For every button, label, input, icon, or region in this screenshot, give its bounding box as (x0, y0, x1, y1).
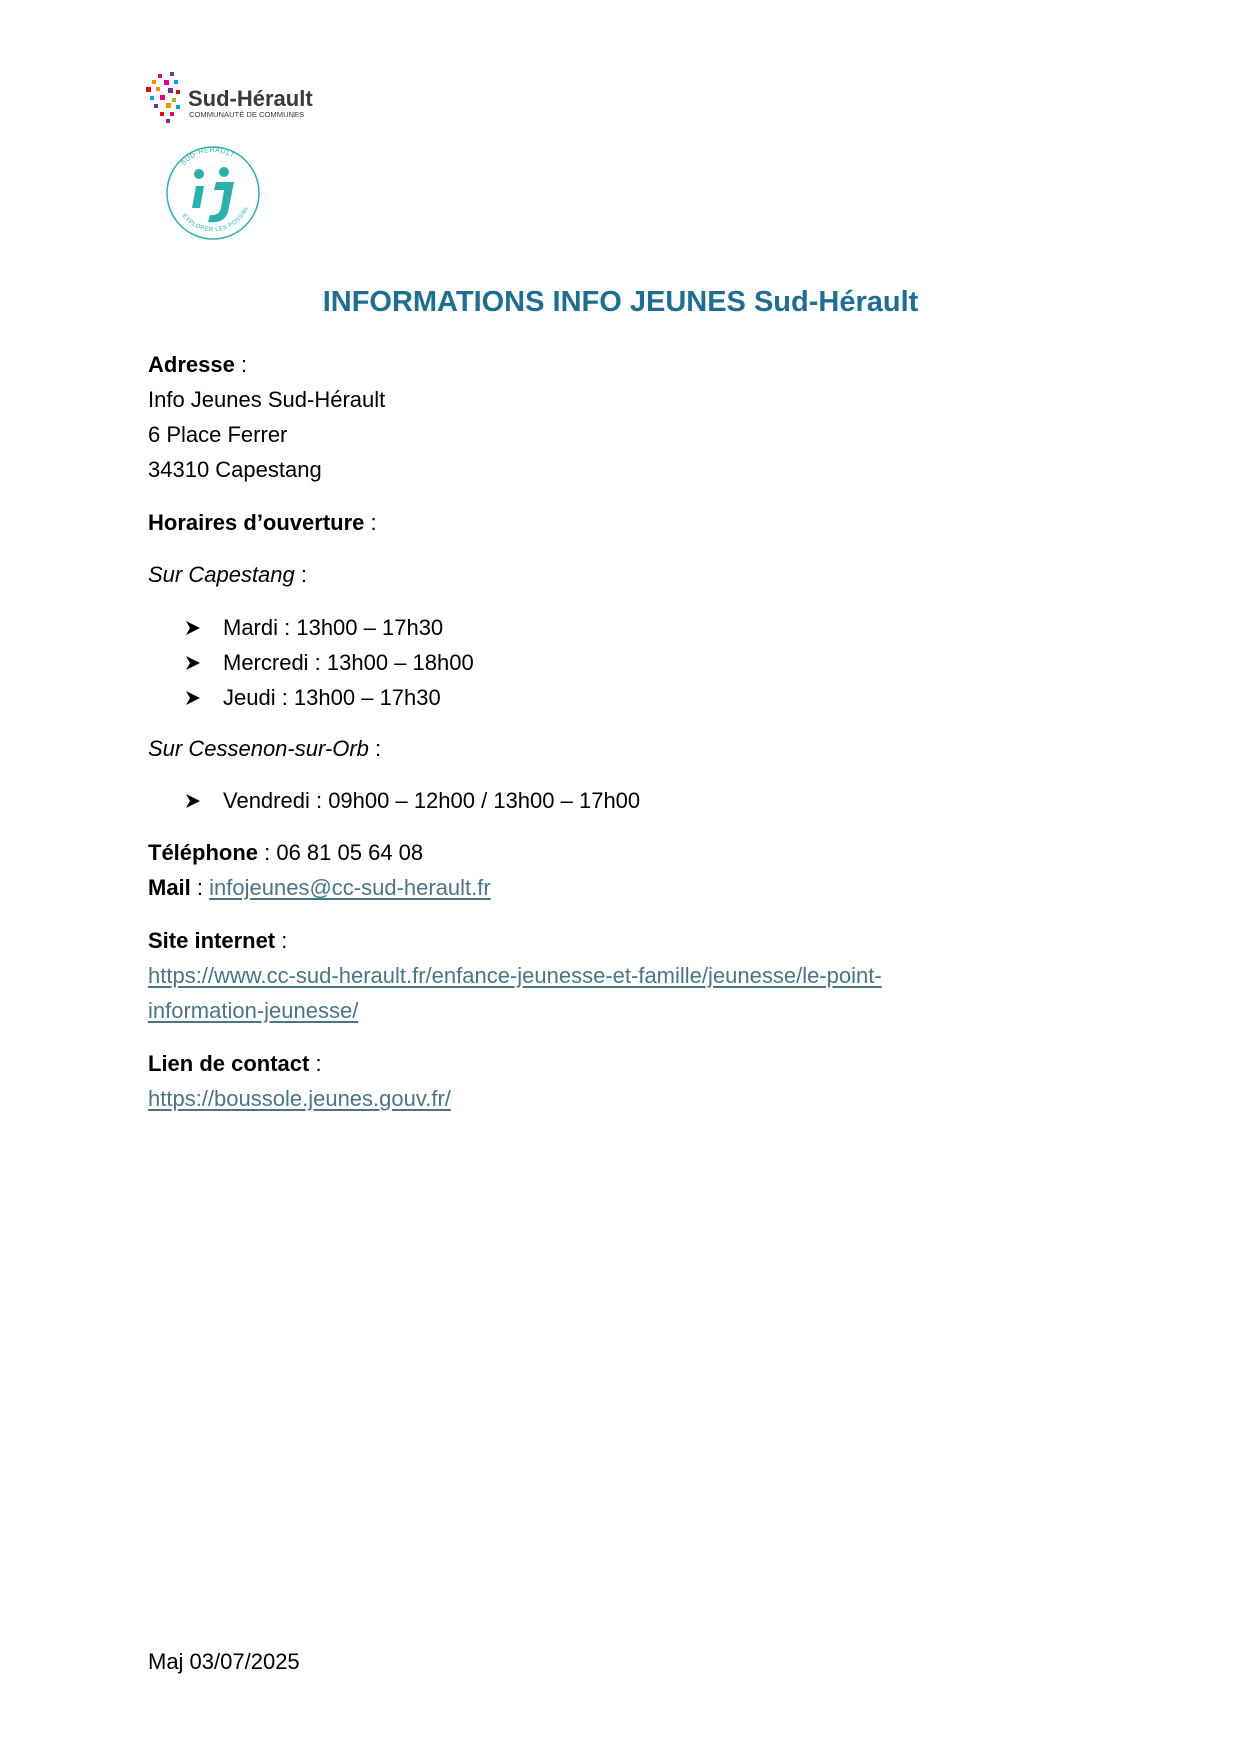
website-section (148, 923, 882, 1028)
address-heading (148, 347, 385, 382)
cessenon-hours-friday: Vendredi : 09h00 – 12h00 / 13h00 – 17h00 (223, 788, 641, 813)
page-title: INFORMATIONS INFO JEUNES Sud-Hérault (322, 286, 919, 318)
contact-link[interactable]: https://boussole.jeunes.gouv.fr/ (148, 1086, 451, 1111)
hours-label: Horaires d’ouverture (148, 510, 365, 535)
svg-text:SUD-HÉRAULT (180, 145, 236, 167)
website-link-line-2[interactable]: information-jeunesse/ (148, 998, 359, 1023)
contact-link-label: Lien de contact (148, 1051, 310, 1076)
cessenon-heading (148, 731, 381, 766)
ij-logo-top-text: SUD-HÉRAULT (180, 146, 236, 168)
cessenon-place: Sur Cessenon-sur-Orb (148, 736, 369, 761)
ij-logo-bottom-text: EXPLORER LES POSSIBL (180, 205, 251, 234)
mail-link[interactable]: infojeunes@cc-sud-herault.fr (209, 875, 491, 900)
website-heading (148, 923, 882, 958)
address-sep: : (234, 352, 248, 377)
list-item (148, 783, 640, 818)
phone-label: Téléphone (148, 840, 259, 865)
sud-herault-logo-subtitle: COMMUNAUTÉ DE COMMUNES (189, 110, 305, 119)
capestang-place: Sur Capestang (148, 562, 295, 587)
website-sep: : (275, 928, 288, 953)
contact-link-sep: : (309, 1051, 322, 1076)
contact-link-section (148, 1046, 451, 1116)
cessenon-sep: : (368, 736, 382, 761)
arrow-bullet-icon (185, 690, 201, 706)
cessenon-hours-list (148, 783, 640, 818)
svg-text:EXPLORER LES POSSIBLES (158, 138, 250, 233)
phone-value: : 06 81 05 64 08 (258, 840, 424, 865)
capestang-hours-list (148, 610, 474, 715)
sud-herault-logo-name: Sud-Hérault (188, 86, 313, 111)
capestang-heading (148, 557, 307, 592)
sud-herault-logo (146, 72, 316, 132)
mail-line (148, 870, 491, 905)
mail-label: Mail (148, 875, 191, 900)
arrow-bullet-icon (185, 793, 201, 809)
info-jeunes-logo (158, 138, 268, 248)
capestang-sep: : (294, 562, 307, 587)
phone-line (148, 835, 491, 870)
website-label: Site internet (148, 928, 276, 953)
contact-details (148, 835, 491, 905)
list-item (148, 680, 474, 715)
list-item (148, 610, 474, 645)
address-line-3: 34310 Capestang (148, 457, 322, 482)
capestang-hours-tuesday: Mardi : 13h00 – 17h30 (223, 615, 444, 640)
address-label: Adresse (148, 352, 235, 377)
hours-heading (148, 505, 377, 540)
update-date: Maj 03/07/2025 (148, 1649, 300, 1674)
address-section (148, 347, 385, 487)
arrow-bullet-icon (185, 620, 201, 636)
address-line-2: 6 Place Ferrer (148, 422, 288, 447)
website-link-line-1[interactable]: https://www.cc-sud-herault.fr/enfance-jeunesse-et-famille/jeunesse/le-point- (148, 963, 882, 988)
hours-sep: : (364, 510, 377, 535)
list-item (148, 645, 474, 680)
capestang-hours-thursday: Jeudi : 13h00 – 17h30 (223, 685, 441, 710)
arrow-bullet-icon (185, 655, 201, 671)
mail-sep: : (190, 875, 210, 900)
capestang-hours-wednesday: Mercredi : 13h00 – 18h00 (223, 650, 474, 675)
contact-link-heading (148, 1046, 451, 1081)
address-line-1: Info Jeunes Sud-Hérault (148, 387, 386, 412)
website-link[interactable] (148, 958, 882, 1028)
